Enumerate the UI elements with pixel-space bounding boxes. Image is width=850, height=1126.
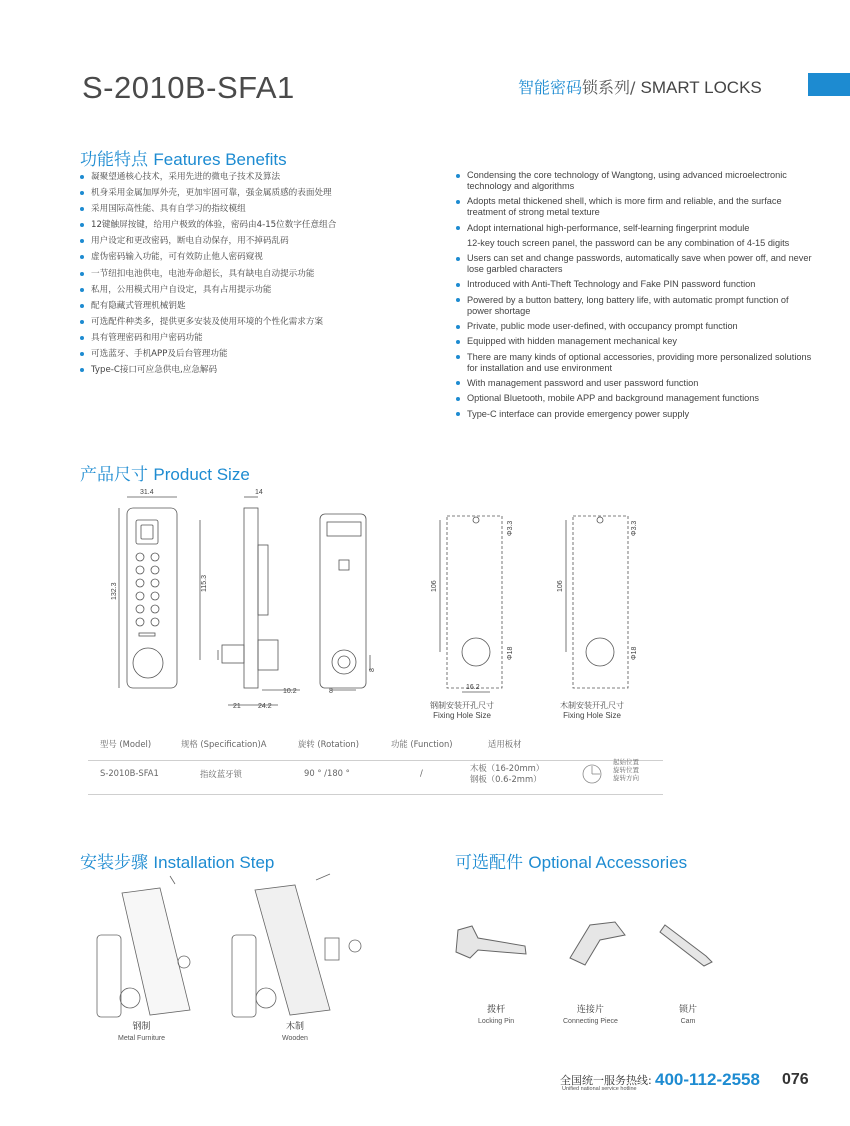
- feature-en-item: With management password and user password function: [456, 378, 816, 389]
- cam-drawing: [660, 925, 712, 966]
- hotline-en: Unified national service hotline: [562, 1086, 637, 1092]
- keypad-grid: [136, 553, 159, 626]
- install-steel-cn: 钢制: [132, 1022, 151, 1032]
- series-en: SMART LOCKS: [640, 78, 762, 97]
- steel-hole-caption: [430, 701, 494, 721]
- rotation-legend: [613, 758, 639, 782]
- feature-cn-item: 采用国际高性能、具有自学习的指纹模组: [80, 201, 440, 217]
- fingerprint-sensor: [141, 525, 153, 539]
- feature-cn-item: 凝聚望通核心技术，采用先进的微电子技术及算法: [80, 169, 440, 185]
- wood-board: [255, 885, 330, 1015]
- wood-cam: [325, 938, 339, 960]
- accessories-title: [455, 848, 687, 873]
- spec-function: /: [420, 768, 423, 778]
- accessory-locking-pin-en: Locking Pin: [478, 1018, 515, 1025]
- locking-pin-drawing: [456, 926, 526, 958]
- back-panel-outline: [320, 514, 366, 688]
- accessory-cam-cn: 锁片: [679, 1005, 698, 1015]
- feature-cn-item: Type-C接口可应急供电,应急解码: [80, 362, 440, 378]
- dim-height: 132.3: [111, 582, 118, 600]
- spec-header-board: 适用板材: [488, 739, 522, 749]
- dim-d4: 8: [329, 688, 333, 695]
- steel-template: [447, 516, 502, 688]
- feature-en-item: Users can set and change passwords, automatically save when power off, and never lose garbled characters: [456, 253, 816, 275]
- accessory-connecting-piece: [563, 1005, 618, 1027]
- spec-spec: 指纹蓝牙锁: [200, 769, 242, 779]
- feature-cn-item: 12键触屏按键，给用户极致的体验，密码由4-15位数字任意组合: [80, 217, 440, 233]
- spec-header-rotation: 旋转 (Rotation): [298, 739, 359, 749]
- spec-row: [88, 758, 663, 794]
- page-number: 076: [782, 1071, 809, 1088]
- feature-en-item: Condensing the core technology of Wangtong, using advanced microelectronic technology and algorithms: [456, 170, 816, 192]
- steel-plate: [122, 888, 190, 1015]
- steel-large-hole: [462, 638, 490, 666]
- wood-hole-large: Φ18: [631, 646, 638, 660]
- feature-cn-item: 一节纽扣电池供电，电池寿命超长，具有缺电自动提示功能: [80, 266, 440, 282]
- wood-template: [573, 516, 628, 688]
- steel-hole-spacing: 106: [431, 580, 438, 592]
- back-top-slot: [327, 522, 361, 536]
- feature-en-item: Adopt international high-performance, self-learning fingerprint module: [456, 223, 816, 234]
- steel-hole-small: Φ3.3: [507, 520, 514, 536]
- wood-large-hole: [586, 638, 614, 666]
- fingerprint-window: [136, 520, 158, 544]
- install-wood-en: Wooden: [282, 1035, 308, 1042]
- feature-cn-item: 具有管理密码和用户密码功能: [80, 330, 440, 346]
- features-title-cn: 功能特点: [80, 150, 148, 170]
- install-steel-label: [118, 1022, 165, 1044]
- feature-en-item: Adopts metal thickened shell, which is more firm and reliable, and the surface treatment of strong metal texture: [456, 196, 816, 218]
- accessories-title-en: Optional Accessories: [528, 853, 688, 872]
- legend-direction: 旋转方向: [613, 774, 639, 782]
- dim-d3: 24.2: [258, 703, 272, 710]
- spec-model: S-2010B-SFA1: [100, 768, 159, 778]
- series-cn2: 锁系列/: [582, 78, 641, 97]
- steel-nut: [178, 956, 190, 968]
- install-steel-en: Metal Furniture: [118, 1035, 166, 1042]
- rotation-icon: [578, 760, 608, 788]
- accessory-locking-pin-cn: 拨杆: [487, 1005, 506, 1015]
- spec-header-function: 功能 (Function): [391, 739, 453, 749]
- wood-hole-caption-en: Fixing Hole Size: [563, 711, 621, 720]
- dim-d2: 21: [233, 703, 241, 710]
- wood-lock-body: [232, 935, 256, 1017]
- dim-inner-height: 115.3: [201, 575, 208, 592]
- series-cn: 智能密码: [518, 78, 583, 97]
- legend-start: 起始位置: [613, 758, 639, 766]
- install-wood-label: [282, 1022, 308, 1044]
- product-size-title-en: Product Size: [153, 465, 250, 484]
- accessory-connecting-piece-cn: 连接片: [576, 1005, 604, 1015]
- accessory-connecting-piece-en: Connecting Piece: [563, 1018, 618, 1025]
- wood-nut: [349, 940, 361, 952]
- accessory-cam-en: Cam: [680, 1018, 696, 1025]
- dim-d5: 8: [369, 668, 376, 672]
- feature-cn-item: 用户设定和更改密码，断电自动保存，用不掉码乱码: [80, 233, 440, 249]
- dim-d1: 10.2: [283, 688, 297, 695]
- steel-hole-caption-cn: 钢制安装开孔尺寸: [430, 701, 494, 710]
- feature-cn-item: 私用，公用模式用户自设定，具有占用提示功能: [80, 282, 440, 298]
- side-body: [244, 508, 258, 688]
- feature-en-item: There are many kinds of optional accessories, providing more personalized solutions for installation and use environment: [456, 352, 816, 374]
- feature-cn-item: 配有隐藏式管理机械钥匙: [80, 298, 440, 314]
- feature-cn-item: 虚伪密码输入功能，可有效防止他人密码窥视: [80, 249, 440, 265]
- spec-header-spec: 规格 (Specification)A: [181, 739, 267, 749]
- spec-board-wood: 木板（16-20mm）: [470, 763, 545, 773]
- installation-title: [80, 848, 274, 873]
- feature-en-item: 12-key touch screen panel, the password can be any combination of 4-15 digits: [467, 237, 790, 248]
- legend-rotate: 旋转位置: [613, 766, 639, 774]
- spec-header-model: 型号 (Model): [100, 739, 152, 749]
- back-label: [339, 560, 349, 570]
- wood-lock-knob: [256, 988, 276, 1008]
- feature-en-item: Type-C interface can provide emergency power supply: [456, 409, 816, 420]
- wood-hole-spacing: 106: [557, 580, 564, 592]
- wood-small-hole: [597, 517, 603, 523]
- spec-board-steel: 钢板（0.6-2mm）: [470, 774, 542, 784]
- accessory-cam: [679, 1005, 697, 1027]
- steel-lock-knob: [120, 988, 140, 1008]
- dim-width: 31.4: [140, 489, 154, 496]
- wood-hole-caption: [560, 701, 624, 721]
- side-latch: [258, 545, 268, 615]
- steel-hole-caption-en: Fixing Hole Size: [433, 711, 491, 720]
- steel-hole-large: Φ18: [507, 646, 514, 660]
- back-cylinder: [332, 650, 356, 674]
- status-led-strip: [139, 633, 155, 636]
- feature-en-item: Optional Bluetooth, mobile APP and background management functions: [456, 393, 816, 404]
- feature-cn-item: 可选蓝牙、手机APP及后台管理功能: [80, 346, 440, 362]
- accessories-title-cn: 可选配件: [455, 853, 523, 873]
- hotline-cn: 全国统一服务热线:: [560, 1074, 652, 1087]
- product-size-title-cn: 产品尺寸: [80, 465, 148, 485]
- steel-small-hole: [473, 517, 479, 523]
- hotline-number: 400-112-2558: [655, 1070, 760, 1089]
- wood-hole-small: Φ3.3: [631, 520, 638, 536]
- feature-en-item: Powered by a button battery, long battery life, with automatic prompt function of power shortage: [456, 295, 816, 317]
- dim-depth: 14: [255, 489, 263, 496]
- feature-en-item: Introduced with Anti-Theft Technology and Fake PIN password function: [456, 279, 816, 290]
- installation-title-en: Installation Step: [153, 853, 275, 872]
- connecting-piece-drawing: [570, 922, 625, 965]
- side-cylinder: [222, 645, 244, 663]
- wood-hole-caption-cn: 木制安装开孔尺寸: [560, 701, 624, 710]
- steel-lock-body: [97, 935, 121, 1017]
- spec-rotation: 90 ° /180 °: [304, 768, 350, 778]
- feature-cn-item: 可选配件种类多，提供更多安装及使用环境的个性化需求方案: [80, 314, 440, 330]
- feature-cn-item: 机身采用金属加厚外壳，更加牢固可靠，强金属质感的表面处理: [80, 185, 440, 201]
- steel-hole-offset: 16.2: [466, 684, 480, 691]
- front-knob: [133, 648, 163, 678]
- model-title: S-2010B-SFA1: [82, 70, 295, 105]
- side-cam: [258, 640, 278, 670]
- installation-title-cn: 安装步骤: [80, 853, 148, 873]
- features-title-en: Features Benefits: [153, 150, 287, 169]
- feature-en-item: Equipped with hidden management mechanical key: [456, 336, 816, 347]
- feature-en-item: Private, public mode user-defined, with occupancy prompt function: [456, 321, 816, 332]
- accessory-locking-pin: [478, 1005, 514, 1027]
- install-wood-cn: 木制: [285, 1022, 304, 1032]
